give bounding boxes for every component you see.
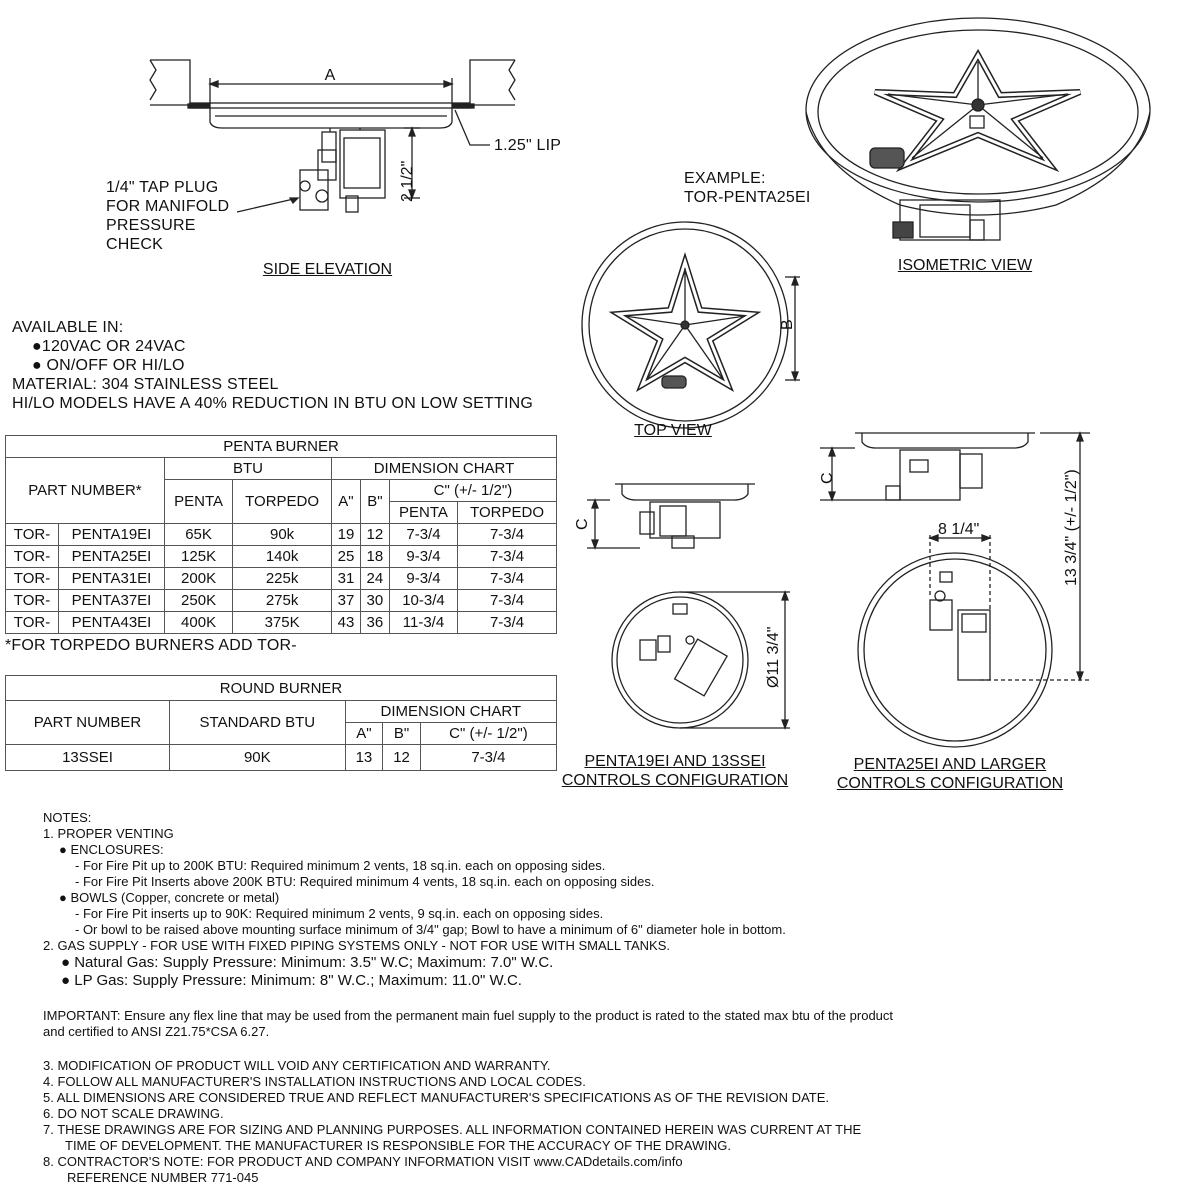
width-label: 8 1/4": [938, 521, 980, 538]
round-table-title: ROUND BURNER: [6, 676, 557, 701]
height-label: 13 3/4" (+/- 1/2"): [1063, 469, 1080, 586]
large-controls-caption: PENTA25EI AND LARGER CONTROLS CONFIGURATION: [836, 756, 1064, 792]
diameter-label: Ø11 3/4": [765, 626, 782, 688]
penta-part-header: PART NUMBER*: [6, 458, 165, 524]
small-dim-c-label: C: [574, 518, 591, 530]
side-elevation-caption: SIDE ELEVATION: [262, 261, 393, 278]
table-row: TOR- PENTA43EI 400K 375K 43 36 11-3/4 7-3/4: [6, 612, 557, 634]
penta-table-title: PENTA BURNER: [6, 436, 557, 458]
penta-burner-table: PENTA BURNER PART NUMBER* BTU DIMENSION CHART PENTA TORPEDO A" B" C" (+/- 1/2") PENTA TORPEDO TOR- PENTA19EI 65K 90k 19 12 7-3/4 7-3/4 TOR- PENTA25EI 125K 140k 25 18 9-3/4 7-3/4 TOR- PENTA31EI 200K 225k 31 24 9-3/4 7-3/4 TOR- PENTA37EI 250K 275k 37 30 10-3/4 7-3/4 TOR- PENTA43EI 400K 375K 43 36 11-3/4 7-3/4: [5, 435, 557, 634]
notes-block: NOTES: 1. PROPER VENTING ● ENCLOSURES: - For Fire Pit up to 200K BTU: Required minimum 2 vents, 18 sq.in. each on opposing sides. - For Fire Pit Inserts above 200K BTU: Required minimum 4 vents, 18 sq.in. each on opposing sides. ● BOWLS (Copper, concrete or metal) - For Fire Pit inserts up to 90K: Required minimum 2 vents, 9 sq.in. each on opposing sides. - Or bowl to be raised above mounting surface minimum of 3/4" gap; Bowl to have a minimum of 6" diameter hole in bottom. 2. GAS SUPPLY - FOR USE WITH FIXED PIPING SYSTEMS ONLY - NOT FOR USE WITH SMALL TANKS. ● Natural Gas: Supply Pressure: Minimum: 3.5" W.C; Maximum: 7.0" W.C. ● LP Gas: Supply Pressure: Minimum: 8" W.C.; Maximum: 11.0" W.C. IMPORTANT: Ensure any flex line that may be used from the permanent main fuel supply to the product is rated to the stated max btu of the product and certified to ANSI Z21.75*CSA 6.27. 3. MODIFICATION OF PRODUCT WILL VOID ANY CERTIFICATION AND WARRANTY. 4. FOLLOW ALL MANUFACTURER'S INSTALLATION INSTRUCTIONS AND LOCAL CODES. 5. ALL DIMENSIONS ARE CONSIDERED TRUE AND REFLECT MANUFACTURER'S SPECIFICATIONS AS OF THE REVISION DATE. 6. DO NOT SCALE DRAWING. 7. THESE DRAWINGS ARE FOR SIZING AND PLANNING PURPOSES. ALL INFORMATION CONTAINED HEREIN WAS CURRENT AT THE TIME OF DEVELOPMENT. THE MANUFACTURER IS RESPONSIBLE FOR THE ACCURACY OF THE DRAWING. 8. CONTRACTOR'S NOTE: FOR PRODUCT AND COMPANY INFORMATION VISIT www.CADdetails.com/info REFERENCE NUMBER 771-045: [43, 810, 894, 1185]
dim-height-label: 2 1/2": [399, 160, 416, 202]
dim-b-label: B: [779, 319, 796, 330]
round-burner-table: ROUND BURNER PART NUMBER STANDARD BTU DIMENSION CHART A" B" C" (+/- 1/2") 13SSEI 90K 13 12 7-3/4: [5, 675, 557, 771]
table-row: 13SSEI 90K 13 12 7-3/4: [6, 745, 557, 771]
table-row: TOR- PENTA19EI 65K 90k 19 12 7-3/4 7-3/4: [6, 524, 557, 546]
table-row: TOR- PENTA37EI 250K 275k 37 30 10-3/4 7-3/4: [6, 590, 557, 612]
large-dim-c-label: C: [819, 472, 836, 484]
dim-a-label: A: [324, 67, 336, 84]
isometric-caption: ISOMETRIC VIEW: [897, 257, 1033, 274]
tap-plug-note: 1/4" TAP PLUG FOR MANIFOLD PRESSURE CHECK: [106, 179, 230, 253]
lip-label: 1.25" LIP: [494, 137, 562, 154]
top-view-caption: TOP VIEW: [634, 422, 712, 439]
availability-block: AVAILABLE IN: ●120VAC OR 24VAC ● ON/OFF OR HI/LO MATERIAL: 304 STAINLESS STEEL HI/LO MODELS HAVE A 40% REDUCTION IN BTU ON LOW SETTING: [12, 319, 534, 412]
example-label: EXAMPLE: TOR-PENTA25EI: [684, 170, 811, 206]
table-row: TOR- PENTA31EI 200K 225k 31 24 9-3/4 7-3/4: [6, 568, 557, 590]
torpedo-footnote: *FOR TORPEDO BURNERS ADD TOR-: [5, 637, 297, 654]
table-row: TOR- PENTA25EI 125K 140k 25 18 9-3/4 7-3/4: [6, 546, 557, 568]
small-controls-caption: PENTA19EI AND 13SSEI CONTROLS CONFIGURATION: [561, 753, 789, 789]
